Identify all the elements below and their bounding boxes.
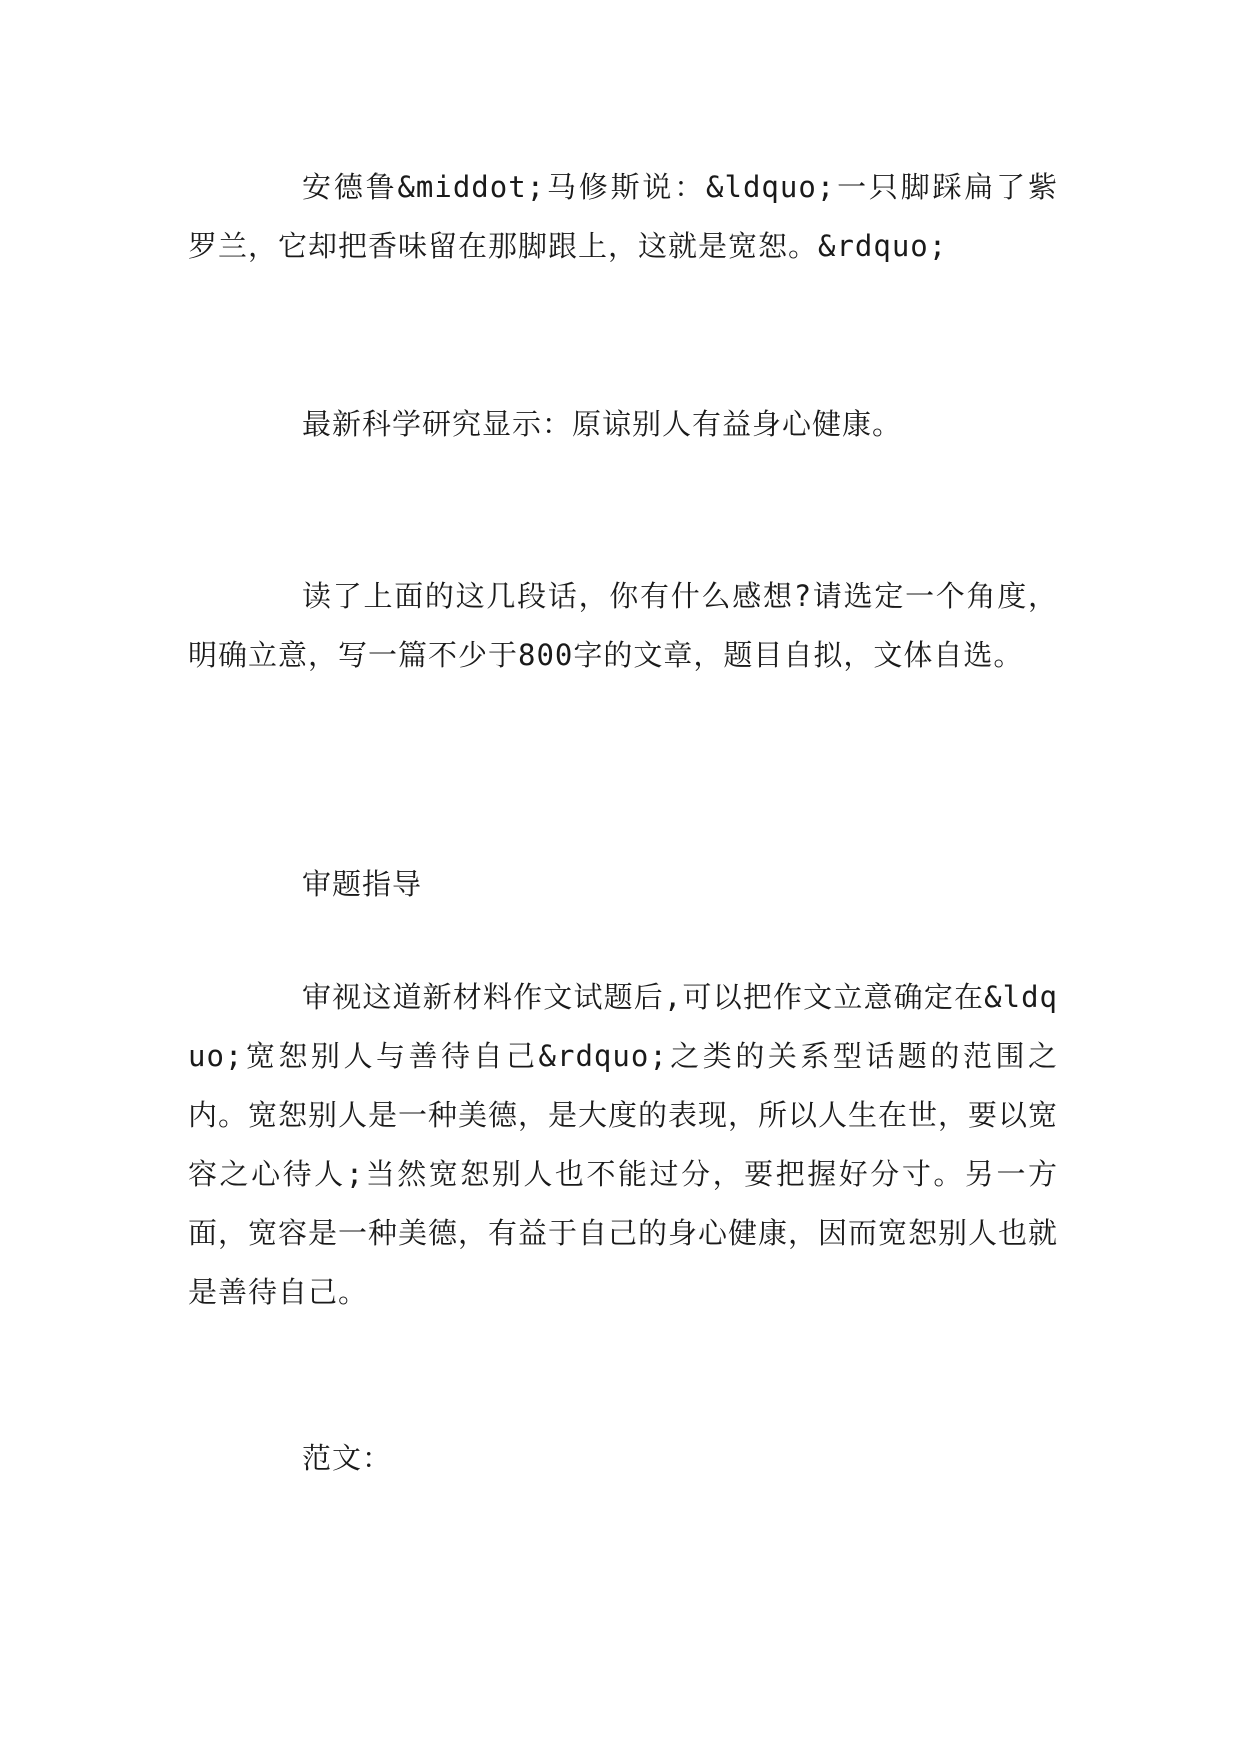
- research-paragraph: 最新科学研究显示：原谅别人有益身心健康。: [302, 407, 903, 441]
- sample-essay-label: 范文：: [302, 1441, 393, 1475]
- section-heading: 审题指导: [302, 867, 423, 901]
- quote-paragraph: 安德鲁&middot;马修斯说：&ldquo;一只脚踩扁了紫罗兰，它却把香味留在那脚跟上，这就是宽恕。&rdquo;: [188, 170, 1058, 263]
- prompt-paragraph: 读了上面的这几段话，你有什么感想?请选定一个角度，明确立意，写一篇不少于800字的文章，题目自拟，文体自选。: [188, 579, 1058, 672]
- guidance-paragraph: 审视这道新材料作文试题后,可以把作文立意确定在&ldquo;宽恕别人与善待自己&rdquo;之类的关系型话题的范围之内。宽恕别人是一种美德，是大度的表现，所以人生在世，要以宽容之心待人;当然宽恕别人也不能过分，要把握好分寸。另一方面，宽容是一种美德，有益于自己的身心健康，因而宽恕别人也就是善待自己。: [188, 980, 1059, 1309]
